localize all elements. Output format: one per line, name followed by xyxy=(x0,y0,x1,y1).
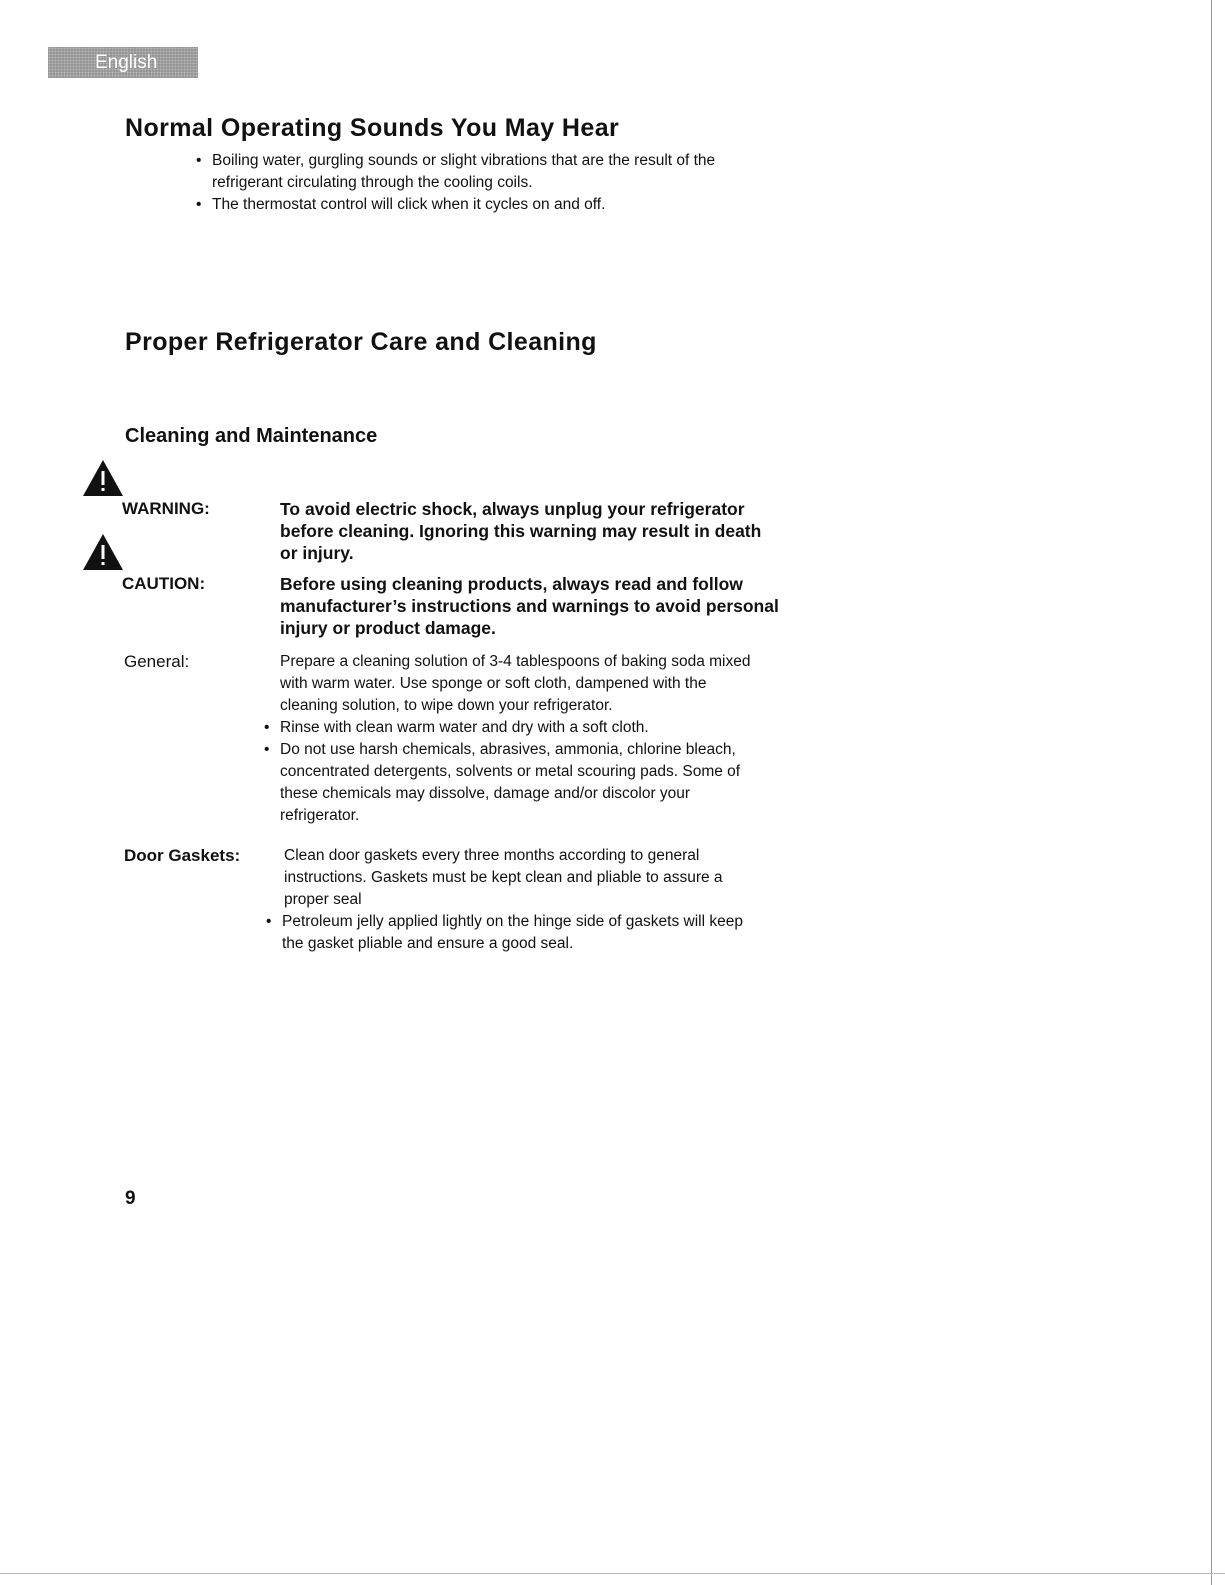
page-edge-line xyxy=(1211,0,1212,1585)
warning-triangle-icon xyxy=(82,458,124,498)
door-gaskets-label: Door Gaskets: xyxy=(124,846,241,865)
sounds-bullet-list xyxy=(196,150,756,216)
warning-label: WARNING: xyxy=(122,499,210,518)
sounds-section-title: Normal Operating Sounds You May Hear xyxy=(125,114,620,142)
warning-text: To avoid electric shock, always unplug your refrigerator before cleaning. Ignoring this warning may result in death or injury. xyxy=(280,499,762,563)
list-item: • Do not use harsh chemicals, abrasives, ammonia, chlorine bleach, concentrated detergents, solvents or metal scouring pads. Some of these chemicals may dissolve, damage and/or discolor your refrigerator. xyxy=(264,739,754,827)
caution-text: Before using cleaning products, always read and follow manufacturer’s instructions and warnings to avoid personal injury or product damage. xyxy=(280,574,779,638)
list-item: • The thermostat control will click when it cycles on and off. xyxy=(196,194,756,216)
general-label: General: xyxy=(124,652,190,671)
list-item: • Petroleum jelly applied lightly on the hinge side of gaskets will keep the gasket pliable and ensure a good seal. xyxy=(266,911,756,955)
page-number: 9 xyxy=(125,1188,136,1209)
door-gaskets-intro: Clean door gaskets every three months according to general instructions. Gaskets must be kept clean and pliable to assure a proper seal xyxy=(284,847,723,908)
cleaning-subtitle: Cleaning and Maintenance xyxy=(125,425,378,447)
general-bullet-list xyxy=(264,717,754,827)
door-gaskets-bullet-list xyxy=(266,911,756,955)
list-item: • Rinse with clean warm water and dry with a soft cloth. xyxy=(264,717,754,739)
list-item: • Boiling water, gurgling sounds or slight vibrations that are the result of the refrigerant circulating through the cooling coils. xyxy=(196,150,756,194)
general-intro: Prepare a cleaning solution of 3-4 tablespoons of baking soda mixed with warm water. Use sponge or soft cloth, dampened with the cleaning solution, to wipe down your refrigerator. xyxy=(280,653,751,714)
caution-label: CAUTION: xyxy=(122,574,206,593)
language-tab: English xyxy=(48,47,198,78)
caution-triangle-icon xyxy=(82,532,124,572)
page-bottom-line xyxy=(0,1573,1225,1574)
care-section-title: Proper Refrigerator Care and Cleaning xyxy=(125,328,597,356)
